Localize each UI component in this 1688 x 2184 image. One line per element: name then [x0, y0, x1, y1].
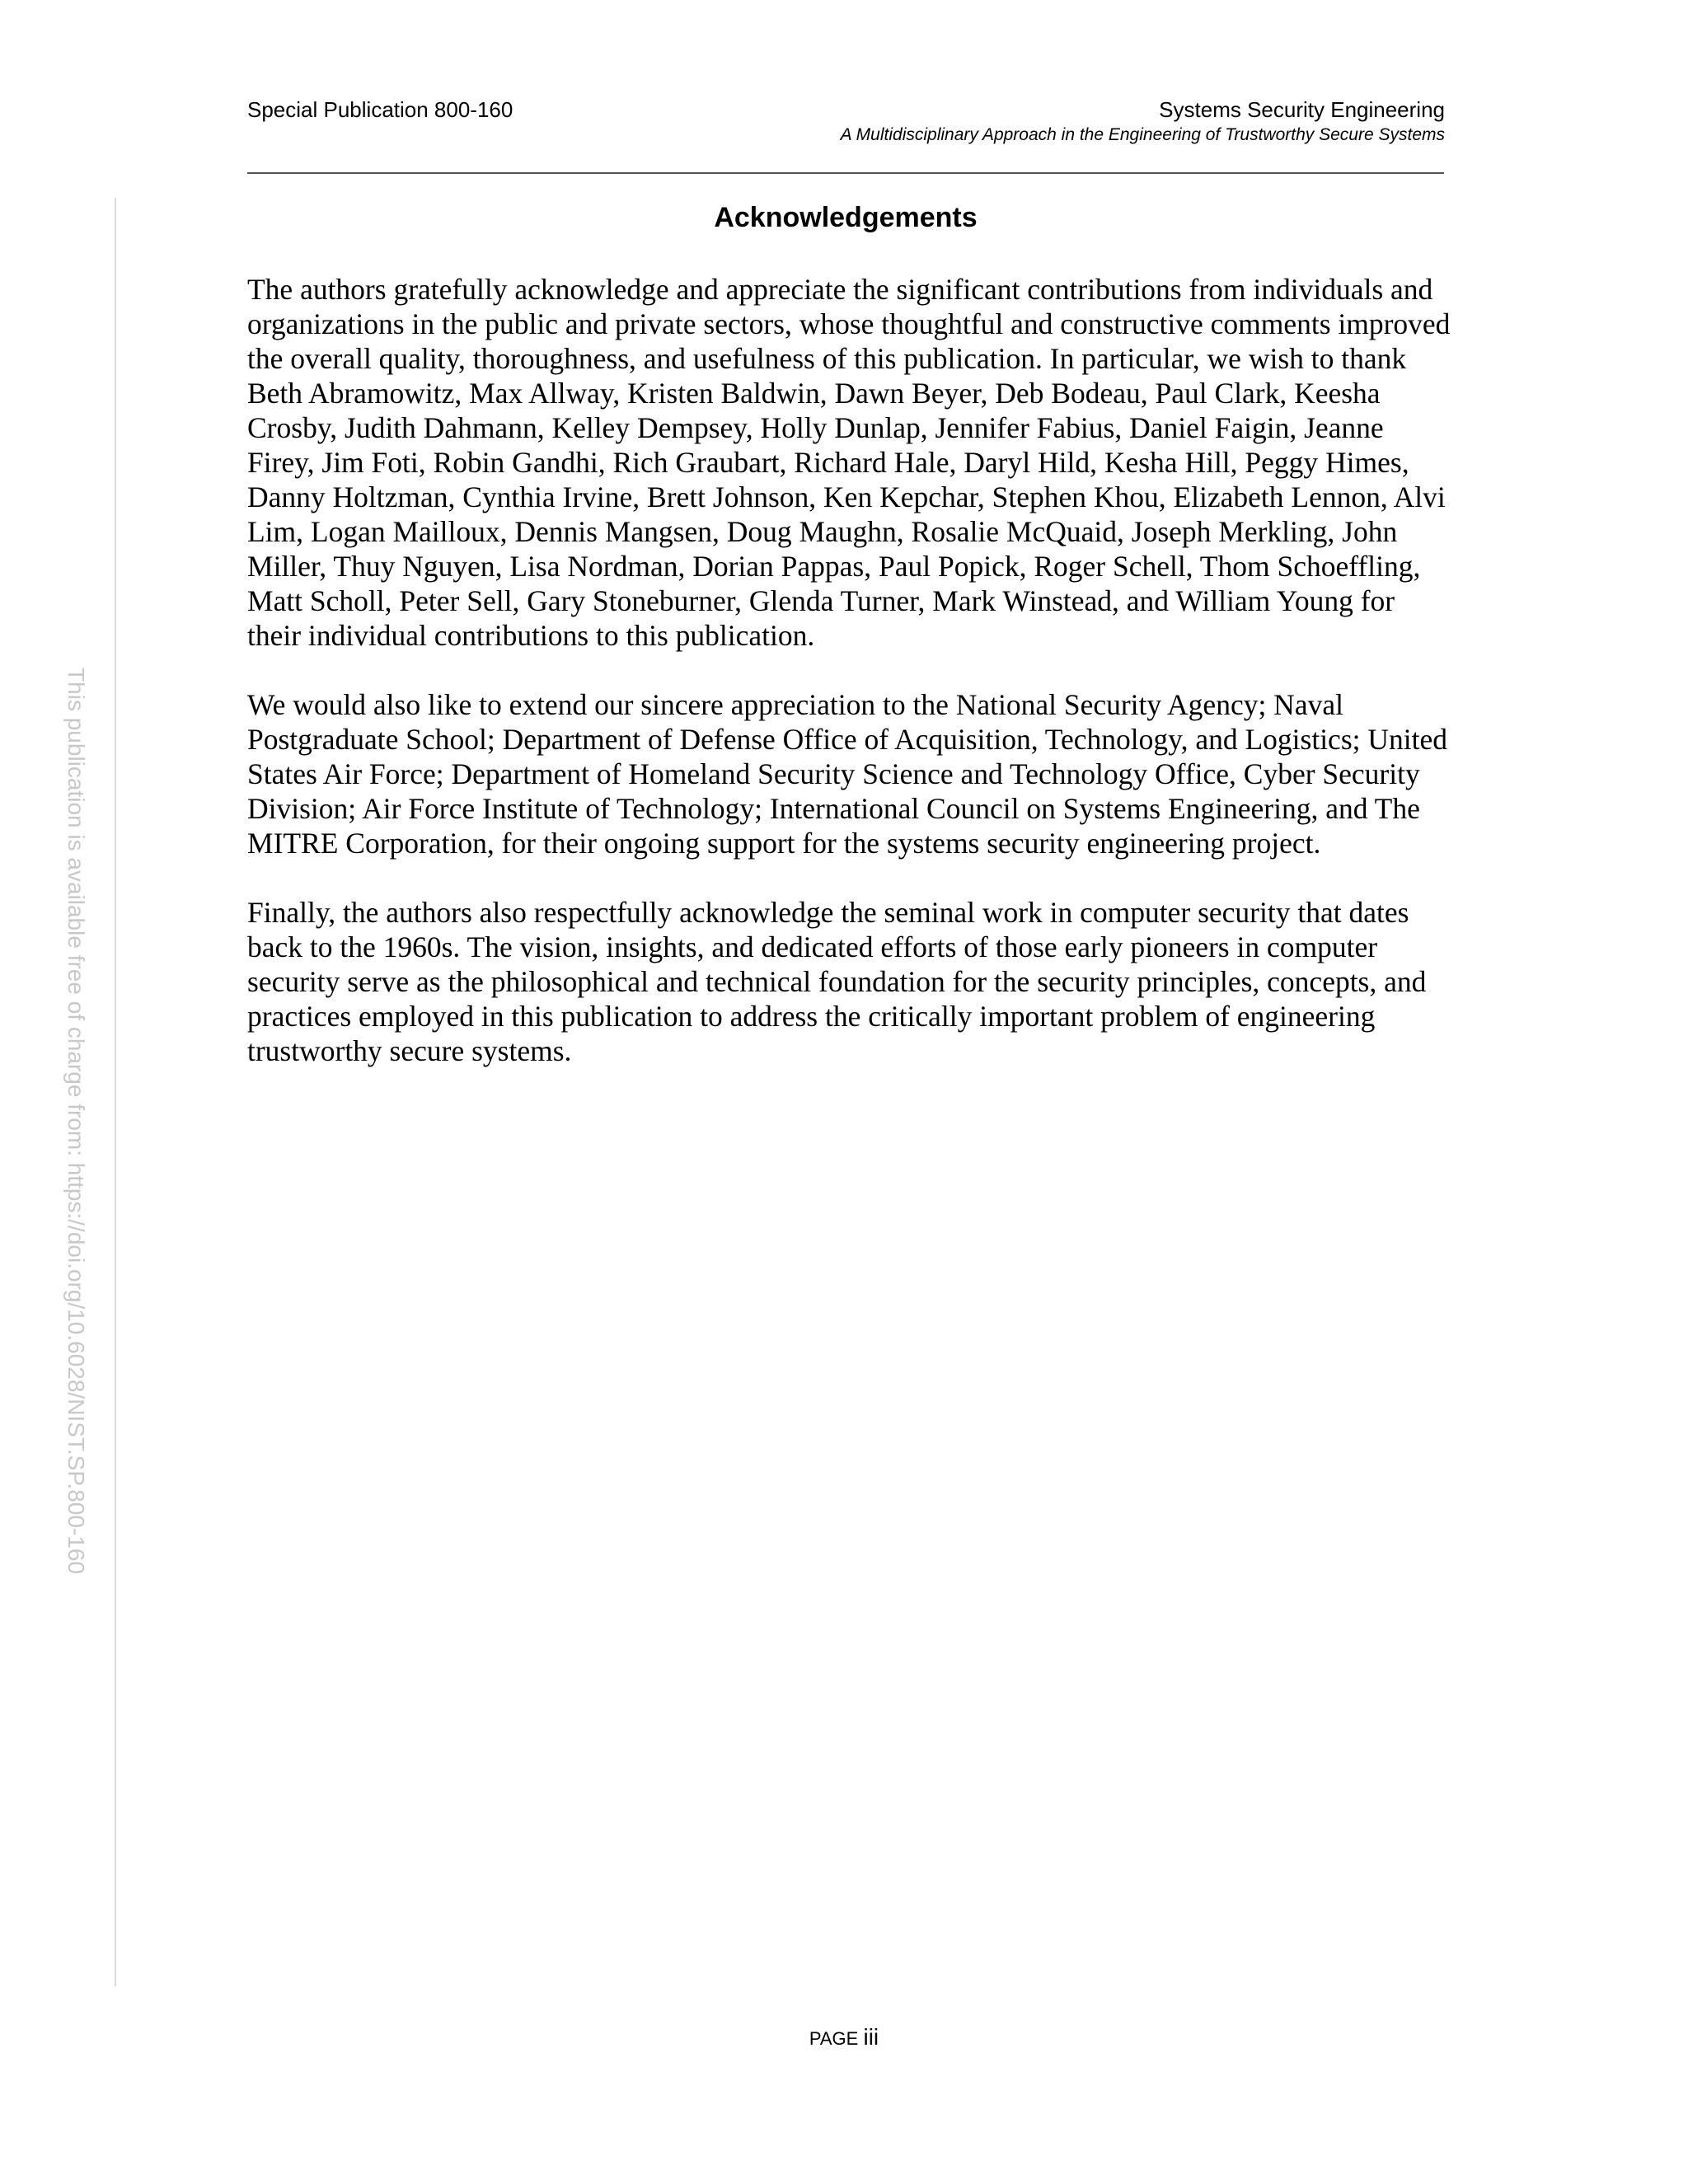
series-title: Systems Security Engineering	[1159, 97, 1445, 122]
paragraph-organizations: We would also like to extend our sincere appreciation to the National Security Agency; Naval Postgraduate School; Department of Defense Office of Acquisition, Technology, and Logistics; United States Air Force; Department of Homeland Security Science and Technology Office, Cyber Security Division; Air Force Institute of Technology; International Council on Systems Engineering, and The MITRE Corporation, for their ongoing support for the systems security engineering project.	[247, 688, 1447, 860]
page-title: Acknowledgements	[714, 202, 978, 233]
page-footer	[0, 2026, 1688, 2050]
publication-id: Special Publication 800-160	[247, 97, 513, 122]
availability-note: This publication is available free of charge from: https://doi.org/10.6028/NIST.SP.800-160	[63, 668, 89, 1574]
running-header	[841, 97, 1445, 147]
body-text	[247, 272, 1451, 1103]
page-number: iii	[863, 2024, 879, 2050]
series-subtitle: A Multidisciplinary Approach in the Engineering of Trustworthy Secure Systems	[840, 125, 1445, 144]
paragraph-contributors: The authors gratefully acknowledge and appreciate the significant contributions from individuals and organizations in the public and private sectors, whose thoughtful and constructive comments improved the overall quality, thoroughness, and usefulness of this publication. In particular, we wish to thank Beth Abramowitz, Max Allway, Kristen Baldwin, Dawn Beyer, Deb Bodeau, Paul Clark, Keesha Crosby, Judith Dahmann, Kelley Dempsey, Holly Dunlap, Jennifer Fabius, Daniel Faigin, Jeanne Firey, Jim Foti, Robin Gandhi, Rich Graubart, Richard Hale, Daryl Hild, Kesha Hill, Peggy Himes, Danny Holtzman, Cynthia Irvine, Brett Johnson, Ken Kepchar, Stephen Khou, Elizabeth Lennon, Alvi Lim, Logan Mailloux, Dennis Mangsen, Doug Maughn, Rosalie McQuaid, Joseph Merkling, John Miller, Thuy Nguyen, Lisa Nordman, Dorian Pappas, Paul Popick, Roger Schell, Thom Schoeffling, Matt Scholl, Peter Sell, Gary Stoneburner, Glenda Turner, Mark Winstead, and William Young for their individual contributions to this publication.	[247, 273, 1451, 652]
margin-rule	[115, 198, 116, 1986]
page-label: PAGE	[809, 2028, 859, 2049]
paragraph-pioneers: Finally, the authors also respectfully acknowledge the seminal work in computer security that dates back to the 1960s. The vision, insights, and dedicated efforts of those early pioneers in computer security serve as the philosophical and technical foundation for the security principles, concepts, and practices employed in this publication to address the critically important problem of engineering trustworthy secure systems.	[247, 896, 1427, 1067]
header-divider	[247, 172, 1444, 174]
